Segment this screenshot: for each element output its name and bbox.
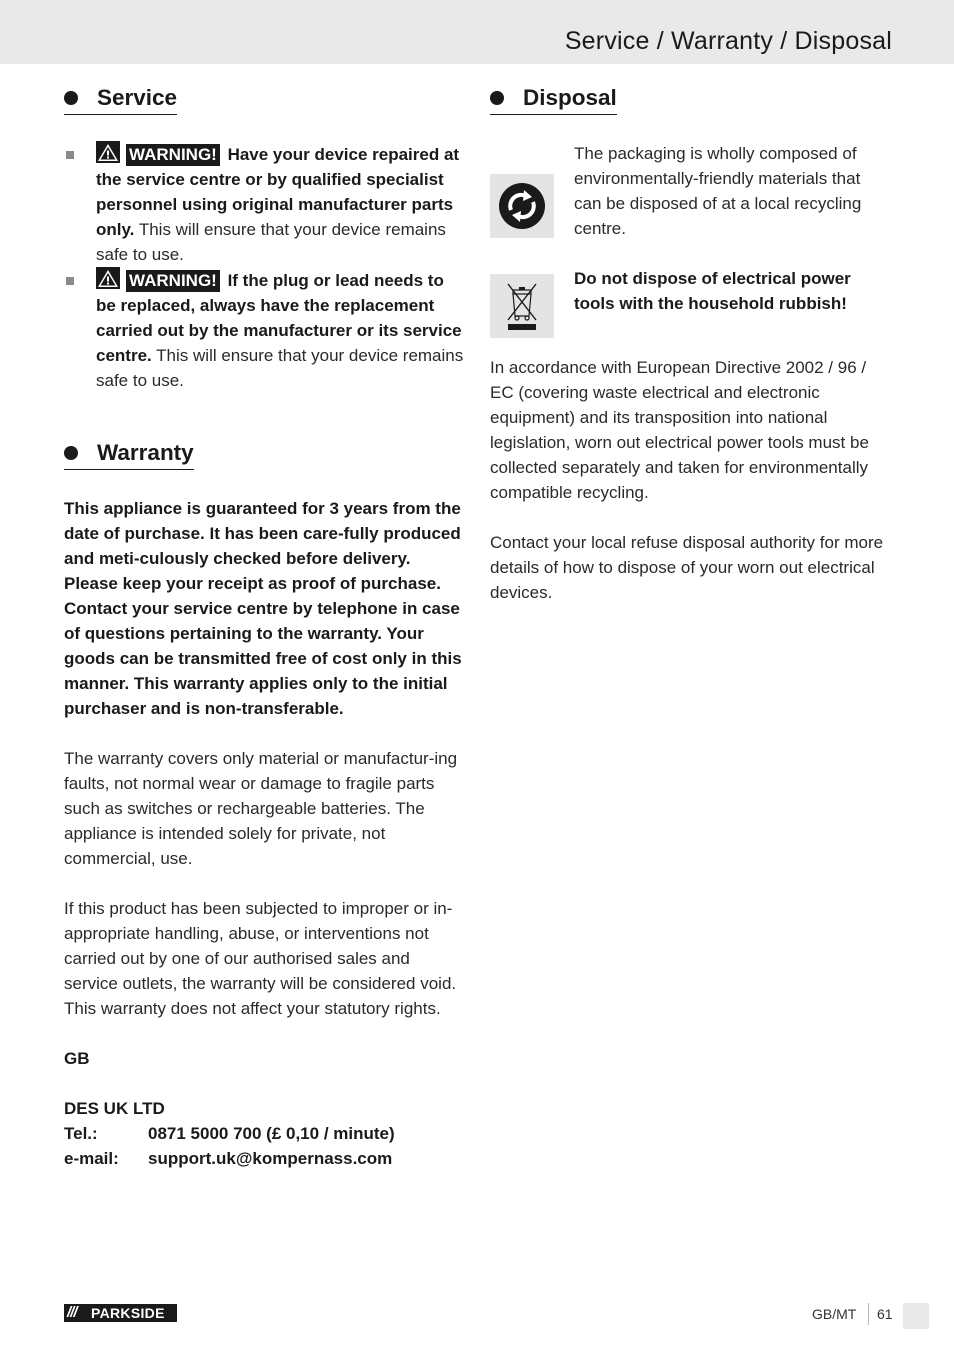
left-column <box>64 84 466 1171</box>
packaging-text: The packaging is wholly composed of environmentally-friendly materials that can be disposed of at a local recycling centre. <box>574 144 862 238</box>
weee-info <box>490 266 892 330</box>
parkside-logo <box>64 1304 177 1322</box>
footer-divider <box>868 1303 869 1325</box>
heading-bullet-icon <box>64 91 78 105</box>
warning-label: WARNING! <box>126 270 220 292</box>
disposal-heading: Disposal <box>490 84 617 115</box>
crossed-out-wheelie-bin-icon <box>490 274 554 338</box>
directive-paragraph: In accordance with European Directive 2002 / 96 / EC (covering waste electrical and electronic equipment) and its transposition into national legislation, worn out electrical power tools must be collected separately and taken for environmentally compatible recycling. <box>490 358 869 502</box>
service-warning-item <box>64 267 466 393</box>
warning-bold-text: If the plug or lead needs to be replaced, always have the replacement carried out by the manufacturer or its service centre. <box>96 271 462 365</box>
email-value: support.uk@kompernass.com <box>148 1149 393 1168</box>
right-column <box>490 84 892 605</box>
telephone-row <box>64 1121 466 1146</box>
page-number: 61 <box>877 1306 893 1322</box>
square-bullet-icon <box>66 277 74 285</box>
service-warning-item <box>64 141 466 267</box>
warranty-paragraph: The warranty covers only material or manufactur-ing faults, not normal wear or damage to fragile parts such as switches or rechargeable batteries. The appliance is intended solely for private, not commercial, use. <box>64 749 458 868</box>
company-name: DES UK LTD <box>64 1099 165 1118</box>
packaging-info <box>490 141 892 241</box>
weee-warning-text: Do not dispose of electrical power tools with the household rubbish! <box>574 269 851 313</box>
page-title: Service / Warranty / Disposal <box>564 27 892 55</box>
service-heading: Service <box>64 84 177 115</box>
logo-slashes: /// <box>67 1304 77 1321</box>
logo-brand: PARKSIDE <box>91 1305 165 1321</box>
email-row <box>64 1146 466 1171</box>
green-dot-recycling-icon <box>490 174 554 238</box>
warning-light-text: This will ensure that your device remains safe to use. <box>96 346 464 390</box>
footer-tab-marker <box>903 1303 929 1329</box>
footer-language: GB/MT <box>812 1306 857 1322</box>
warranty-paragraph: If this product has been subjected to improper or in-appropriate handling, abuse, or interventions not carried out by one of our authorised sales and service outlets, the warranty will be considered void. This warranty does not affect your statutory rights. <box>64 899 457 1018</box>
warranty-heading: Warranty <box>64 439 194 470</box>
heading-bullet-icon <box>490 91 504 105</box>
warning-triangle-icon <box>96 267 120 289</box>
warning-label: WARNING! <box>126 144 220 166</box>
warranty-bold-paragraph: This appliance is guaranteed for 3 years from the date of purchase. It has been care-fully produced and meti-culously checked before delivery. Please keep your receipt as proof of purchase. Contact your service centre by telephone in case of questions pertaining to the warranty. Your goods can be transmitted free of cost only in this manner. This warranty applies only to the initial purchaser and is non-transferable. <box>64 499 462 718</box>
country-code: GB <box>64 1049 90 1068</box>
telephone-value: 0871 5000 700 (£ 0,10 / minute) <box>148 1124 395 1143</box>
telephone-label: Tel.: <box>64 1124 98 1143</box>
email-label: e-mail: <box>64 1149 119 1168</box>
warning-light-text: This will ensure that your device remains safe to use. <box>96 220 446 264</box>
contact-paragraph: Contact your local refuse disposal authority for more details of how to dispose of your worn out electrical devices. <box>490 533 884 602</box>
heading-bullet-icon <box>64 446 78 460</box>
warning-triangle-icon <box>96 141 120 163</box>
warning-bold-text: Have your device repaired at the service centre or by qualified specialist personnel using original manufacturer parts only. <box>96 145 460 239</box>
square-bullet-icon <box>66 151 74 159</box>
